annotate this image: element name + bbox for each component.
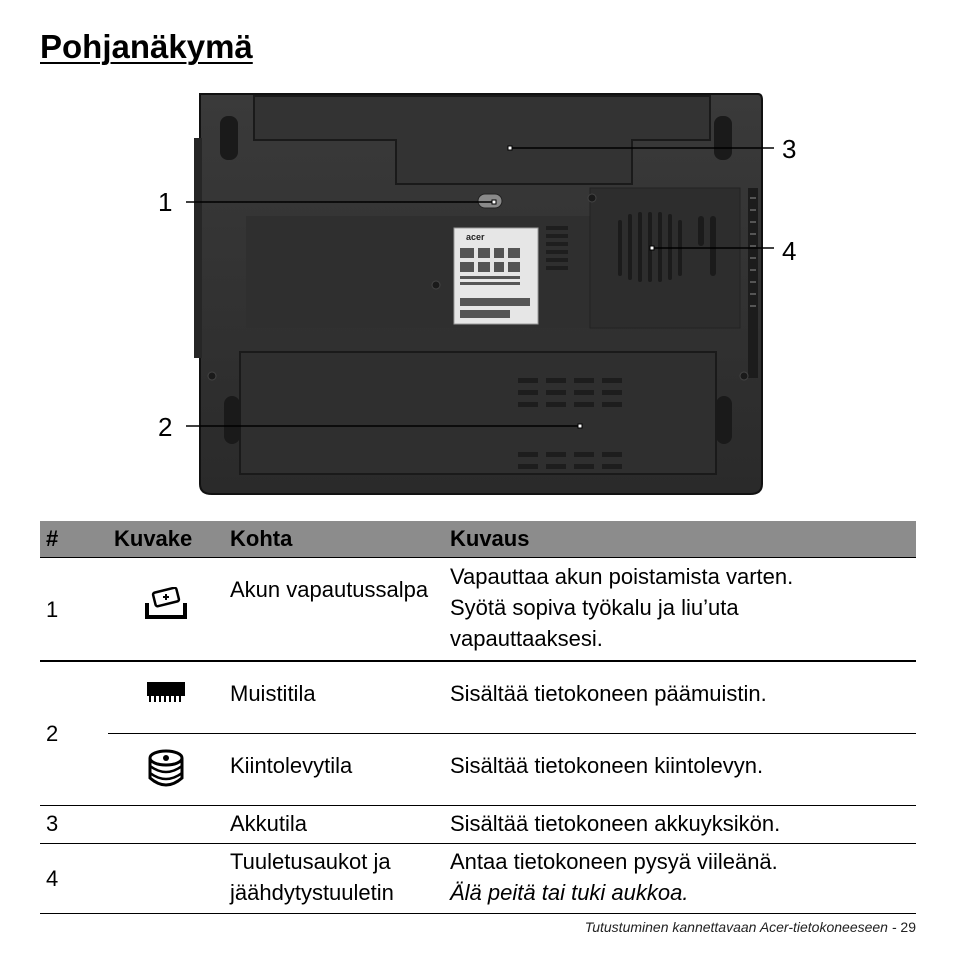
callout-2: 2 bbox=[158, 412, 173, 442]
row-number: 1 bbox=[40, 558, 108, 662]
row-item: Kiintolevytila bbox=[224, 733, 444, 805]
row-number: 4 bbox=[40, 843, 108, 913]
row-item: Akkutila bbox=[224, 805, 444, 843]
page-title: Pohjanäkymä bbox=[40, 28, 253, 65]
row-item: Tuuletusaukot ja jäähdytystuuletin bbox=[224, 843, 444, 913]
row-icon-cell bbox=[108, 733, 224, 805]
svg-text:acer: acer bbox=[466, 232, 485, 242]
table-row bbox=[40, 805, 916, 843]
row-description bbox=[444, 558, 916, 662]
row-icon-cell bbox=[108, 661, 224, 733]
description-line: vapauttaaksesi. bbox=[450, 626, 603, 651]
table-row bbox=[40, 661, 916, 733]
page-number: 29 bbox=[900, 919, 916, 935]
page-footer bbox=[585, 919, 916, 935]
row-description: Sisältää tietokoneen päämuistin. bbox=[444, 661, 916, 733]
row-description: Sisältää tietokoneen akkuyksikön. bbox=[444, 805, 916, 843]
header-item: Kohta bbox=[224, 521, 444, 558]
table-row bbox=[40, 558, 916, 662]
callout-3: 3 bbox=[782, 134, 797, 164]
header-number: # bbox=[40, 521, 108, 558]
row-number: 2 bbox=[40, 661, 108, 805]
row-item: Akun vapautussalpa bbox=[224, 558, 444, 662]
bottom-view-table bbox=[40, 521, 916, 914]
callout-4: 4 bbox=[782, 236, 797, 266]
description-line: Vapauttaa akun poistamista varten. bbox=[450, 564, 794, 589]
battery-release-icon bbox=[143, 587, 189, 631]
row-icon-cell bbox=[108, 558, 224, 662]
description-line: Antaa tietokoneen pysyä viileänä. bbox=[450, 848, 778, 874]
table-row bbox=[40, 733, 916, 805]
row-item: Muistitila bbox=[224, 661, 444, 733]
laptop-bottom-figure bbox=[150, 88, 810, 500]
hard-disk-icon bbox=[146, 748, 186, 798]
callout-1: 1 bbox=[158, 187, 173, 217]
laptop-bottom-illustration bbox=[150, 88, 810, 500]
description-line: Syötä sopiva työkalu ja liu’uta bbox=[450, 595, 739, 620]
row-description: Sisältää tietokoneen kiintolevyn. bbox=[444, 733, 916, 805]
header-description: Kuvaus bbox=[444, 521, 916, 558]
row-icon-cell bbox=[108, 805, 224, 843]
table-row bbox=[40, 843, 916, 913]
row-icon-cell bbox=[108, 843, 224, 913]
row-number: 3 bbox=[40, 805, 108, 843]
table-header-row bbox=[40, 521, 916, 558]
footer-text: Tutustuminen kannettavaan Acer-tietokoneeseen - bbox=[584, 919, 897, 935]
row-description bbox=[444, 843, 916, 913]
header-icon: Kuvake bbox=[108, 521, 224, 558]
description-warning: Älä peitä tai tuki aukkoa. bbox=[450, 879, 689, 905]
memory-icon bbox=[145, 678, 187, 716]
